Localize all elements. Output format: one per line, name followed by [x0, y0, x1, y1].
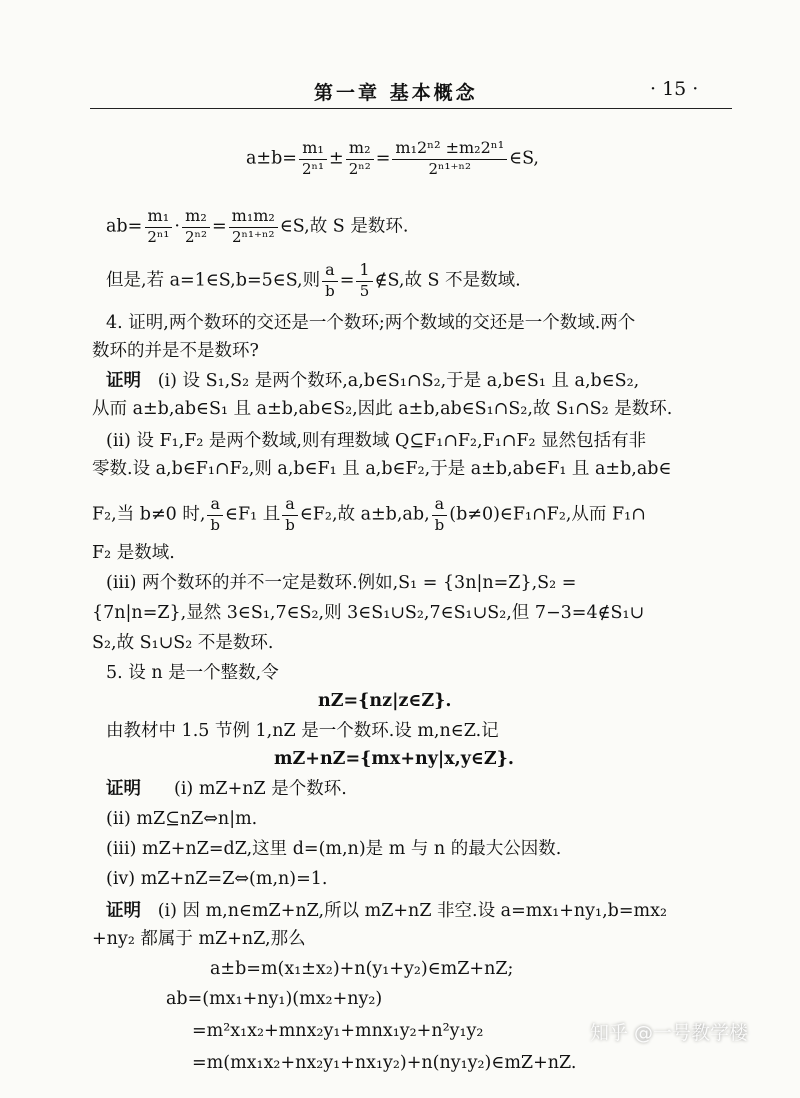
proof-5-equation: =m²x₁x₂+mnx₂y₁+mnx₁y₂+n²y₁y₂	[192, 1021, 484, 1041]
fraction: $\frac{\text{m₂}}{\text{2ⁿ²}}$	[346, 140, 374, 178]
equation-product: ab= $\frac{\text{m₁}}{\text{2ⁿ¹}}$ · $\frac{\text{m₂}}{\text{2ⁿ²}}$ = $\frac{\text{m₁m₂}}{\text{2ⁿ¹⁺ⁿ²}}$ ∈S,故 S 是数环.	[106, 206, 409, 246]
equation-lhs: a±b=	[246, 148, 297, 169]
proof-5-equation: a±b=m(x₁±x₂)+n(y₁+y₂)∈mZ+nZ;	[210, 959, 514, 979]
proof-4-part-ii: (ii) 设 F₁,F₂ 是两个数域,则有理数域 Q⊆F₁∩F₂,F₁∩F₂ 显然包括有非	[106, 431, 647, 451]
problem-5-statement: 5. 设 n 是一个整数,令	[106, 663, 279, 683]
proof-4-part-ii: 零数.设 a,b∈F₁∩F₂,则 a,b∈F₁ 且 a,b∈F₂,于是 a±b,ab∈F₁ 且 a±b,ab∈	[92, 459, 672, 479]
problem-4-statement: 数环的并是不是数环?	[92, 341, 259, 361]
definition-sum: mZ+nZ={mx+ny|x,y∈Z}.	[274, 749, 515, 769]
equation-sum: a±b= $\frac{\text{m₁}}{\text{2ⁿ¹}}$ ± $\frac{\text{m₂}}{\text{2ⁿ²}}$ = $\frac{\text{m₁2ⁿ² ±m₂2ⁿ¹}}{\text{2ⁿ¹⁺ⁿ²}}$ ∈S,	[246, 138, 539, 178]
claim-i: (i) mZ+nZ 是个数环.	[174, 779, 347, 799]
page-number: · 15 ·	[650, 78, 699, 100]
proof-4-part-iii: S₂,故 S₁∪S₂ 不是数环.	[92, 633, 274, 653]
proof-4-part-iii: (iii) 两个数环的并不一定是数环.例如,S₁ = {3n|n=Z},S₂ =	[106, 573, 577, 593]
header-rule	[90, 108, 732, 109]
proof-4-part-ii: F₂ 是数域.	[92, 543, 175, 563]
proof-label: 证明	[106, 371, 141, 391]
fraction: $\frac{\text{m₂}}{\text{2ⁿ²}}$	[182, 208, 210, 246]
proof-4-part-iii: {7n|n=Z},显然 3∈S₁,7∈S₂,则 3∈S₁∪S₂,7∈S₁∪S₂,但 7−3=4∉S₁∪	[92, 603, 645, 623]
proof-5-text: +ny₂ 都属于 mZ+nZ,那么	[92, 929, 306, 949]
proof-4-part-i: 从而 a±b,ab∈S₁ 且 a±b,ab∈S₂,因此 a±b,ab∈S₁∩S₂,故 S₁∩S₂ 是数环.	[92, 399, 673, 419]
fraction: $\frac{\text{m₁}}{\text{2ⁿ¹}}$	[144, 208, 172, 246]
fraction: $\frac{a}{b}$	[322, 262, 338, 300]
claim-iii: (iii) mZ+nZ=dZ,这里 d=(m,n)是 m 与 n 的最大公因数.	[106, 839, 562, 859]
equation-not-field: 但是,若 a=1∈S,b=5∈S,则 $\frac{a}{b}$ = $\frac{1}{5}$ ∉S,故 S 不是数域.	[106, 260, 521, 300]
claim-ii: (ii) mZ⊆nZ⇔n|m.	[106, 809, 258, 829]
fraction: $\frac{\text{m₁2ⁿ² ±m₂2ⁿ¹}}{\text{2ⁿ¹⁺ⁿ²}}$	[392, 140, 507, 178]
problem-5-statement: 由教材中 1.5 节例 1,nZ 是一个数环.设 m,n∈Z.记	[106, 721, 499, 741]
problem-4-statement: 4. 证明,两个数环的交还是一个数环;两个数域的交还是一个数域.两个	[106, 313, 636, 333]
watermark: 知乎 @一号教学楼	[590, 1022, 749, 1044]
fraction: $\frac{a}{b}$	[282, 496, 298, 534]
proof-5-text: 证明 (i) 因 m,n∈mZ+nZ,所以 mZ+nZ 非空.设 a=mx₁+ny₁,b=mx₂	[106, 901, 667, 921]
fraction: $\frac{\text{m₁}}{\text{2ⁿ¹}}$	[299, 140, 327, 178]
proof-label: 证明	[106, 901, 141, 921]
proof-5-equation: =m(mx₁x₂+nx₂y₁+nx₁y₂)+n(ny₁y₂)∈mZ+nZ.	[192, 1053, 577, 1073]
fraction: $\frac{1}{5}$	[356, 262, 372, 300]
proof-label: 证明	[106, 779, 141, 799]
claim-iv: (iv) mZ+nZ=Z⇔(m,n)=1.	[106, 869, 328, 889]
fraction: $\frac{\text{m₁m₂}}{\text{2ⁿ¹⁺ⁿ²}}$	[229, 208, 278, 246]
proof-5-equation: ab=(mx₁+ny₁)(mx₂+ny₂)	[166, 989, 383, 1009]
fraction: $\frac{a}{b}$	[432, 496, 448, 534]
fraction: $\frac{a}{b}$	[207, 496, 223, 534]
proof-4-part-ii: F₂,当 b≠0 时, $\frac{a}{b}$ ∈F₁ 且 $\frac{a}{b}$ ∈F₂,故 a±b,ab, $\frac{a}{b}$ (b≠0)∈F₁∩F₂,从而 F₁∩	[92, 494, 646, 534]
proof-4-part-i: 证明 (i) 设 S₁,S₂ 是两个数环,a,b∈S₁∩S₂,于是 a,b∈S₁ 且 a,b∈S₂,	[106, 371, 640, 391]
definition-nz: nZ={nz|z∈Z}.	[318, 691, 452, 711]
chapter-title: 第一章 基本概念	[314, 82, 478, 104]
